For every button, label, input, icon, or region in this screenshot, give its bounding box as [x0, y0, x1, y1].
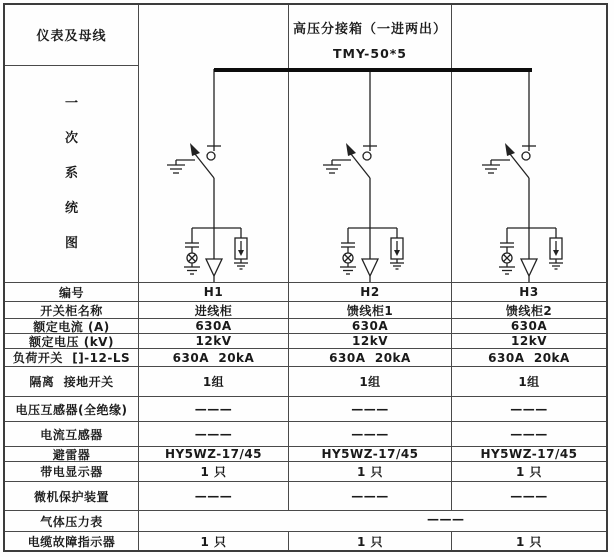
row-value: 630A 20kA: [139, 349, 289, 366]
row-value: 630A: [510, 319, 548, 333]
row-value: ———: [289, 422, 452, 446]
earth-symbol: [323, 165, 341, 173]
circuit-cell-h1: [139, 66, 289, 282]
box-title: 高压分接箱（一进两出）: [292, 22, 447, 37]
spec-table: [5, 282, 606, 550]
row-value: 12kV: [289, 334, 452, 348]
cable-termination-symbol: [521, 259, 537, 276]
primary-label-char: 次: [64, 130, 78, 146]
live-display-lamp-symbol: [340, 228, 356, 274]
row-label: 电流互感器: [5, 422, 139, 446]
busbar-model: TMY-50*5: [333, 46, 407, 61]
live-display-lamp-symbol: [184, 228, 200, 274]
row-label: 编号: [5, 283, 139, 301]
row-value: 630A 20kA: [488, 350, 570, 365]
row-value: ———: [289, 397, 452, 421]
table-row: [5, 446, 606, 461]
table-row: [5, 283, 606, 301]
primary-label-char: 图: [64, 235, 78, 251]
row-value: HY5WZ-17/45: [480, 447, 578, 461]
row-value: 1组: [518, 375, 540, 389]
row-value: ———: [510, 489, 548, 503]
row-value: 1组: [139, 367, 289, 396]
header-empty-cell-1: [139, 5, 289, 66]
surge-arrester-symbol: [234, 228, 248, 269]
row-value: ———: [510, 402, 548, 416]
earth-symbol: [482, 165, 500, 173]
feeder-circuit-symbol: [452, 66, 606, 282]
row-value: 630A: [289, 319, 452, 333]
row-value: 1 只: [289, 462, 452, 481]
live-display-lamp-symbol: [499, 228, 515, 274]
table-row: [5, 531, 606, 550]
row-label: 电压互感器(全绝缘): [5, 397, 139, 421]
table-row: [5, 461, 606, 481]
meters-busbar-label: 仪表及母线: [36, 29, 107, 45]
header-empty-cell-2: [452, 5, 606, 66]
single-line-diagram-table: [3, 3, 608, 552]
table-row: [5, 481, 606, 510]
row-value: ———: [427, 512, 465, 526]
box-title-cell: [289, 5, 452, 66]
table-row: [5, 396, 606, 421]
table-row: [5, 366, 606, 396]
switch-contact-circle: [207, 152, 215, 160]
header-band: [5, 5, 606, 66]
row-value: 630A: [139, 319, 289, 333]
primary-label-char: 一: [64, 95, 78, 111]
row-label: 额定电流 (A): [5, 319, 139, 333]
surge-arrester-symbol: [549, 228, 563, 269]
row-value: 1 只: [515, 534, 543, 549]
row-value: ———: [139, 422, 289, 446]
row-value: 12kV: [139, 334, 289, 348]
row-value: H1: [139, 283, 289, 301]
row-label: 电缆故障指示器: [5, 532, 139, 550]
row-value: 1组: [289, 367, 452, 396]
busbar-line: [214, 68, 532, 72]
table-row: [5, 318, 606, 333]
feeder-circuit-symbol: [290, 66, 450, 282]
row-value: H3: [519, 285, 539, 299]
row-value: HY5WZ-17/45: [139, 447, 289, 461]
row-value: ———: [139, 397, 289, 421]
table-row: [5, 421, 606, 446]
row-label: 隔离 接地开关: [5, 367, 139, 396]
circuit-cell-h3: [452, 66, 606, 282]
surge-arrester-symbol: [390, 228, 404, 269]
row-label: 开关柜名称: [5, 302, 139, 318]
row-value: H2: [289, 283, 452, 301]
diagram-band: [5, 66, 606, 282]
primary-system-label: [5, 66, 139, 282]
row-value: ———: [510, 427, 548, 441]
row-label: 带电显示器: [5, 462, 139, 481]
row-value: 1 只: [289, 532, 452, 550]
row-value: ———: [289, 482, 452, 510]
row-label: 气体压力表: [5, 511, 139, 531]
cable-termination-symbol: [362, 259, 378, 276]
row-label: 负荷开关 []-12-LS: [5, 349, 139, 366]
cable-termination-symbol: [206, 259, 222, 276]
feeder-circuit-symbol: [139, 66, 289, 282]
row-value: 1 只: [515, 465, 543, 479]
row-label: 避雷器: [5, 447, 139, 461]
row-value: 馈线柜1: [289, 302, 452, 318]
row-value: 馈线柜2: [505, 303, 553, 318]
row-value: 1 只: [139, 462, 289, 481]
row-label: 额定电压 (kV): [5, 334, 139, 348]
earth-symbol: [167, 165, 185, 173]
table-row-merged: [5, 510, 606, 531]
row-value: 进线柜: [139, 302, 289, 318]
row-value: ———: [139, 482, 289, 510]
circuit-cell-h2: [289, 66, 452, 282]
primary-label-char: 系: [64, 165, 78, 181]
row-value: 630A 20kA: [289, 349, 452, 366]
table-row: [5, 333, 606, 348]
row-value: 12kV: [511, 334, 547, 348]
meters-busbar-header-cell: [5, 5, 139, 66]
row-value: 1 只: [139, 532, 289, 550]
table-row: [5, 348, 606, 366]
table-row: [5, 301, 606, 318]
row-value: HY5WZ-17/45: [289, 447, 452, 461]
row-label: 微机保护装置: [5, 482, 139, 510]
primary-label-char: 统: [64, 200, 78, 216]
merged-row-value-area: [139, 511, 606, 531]
